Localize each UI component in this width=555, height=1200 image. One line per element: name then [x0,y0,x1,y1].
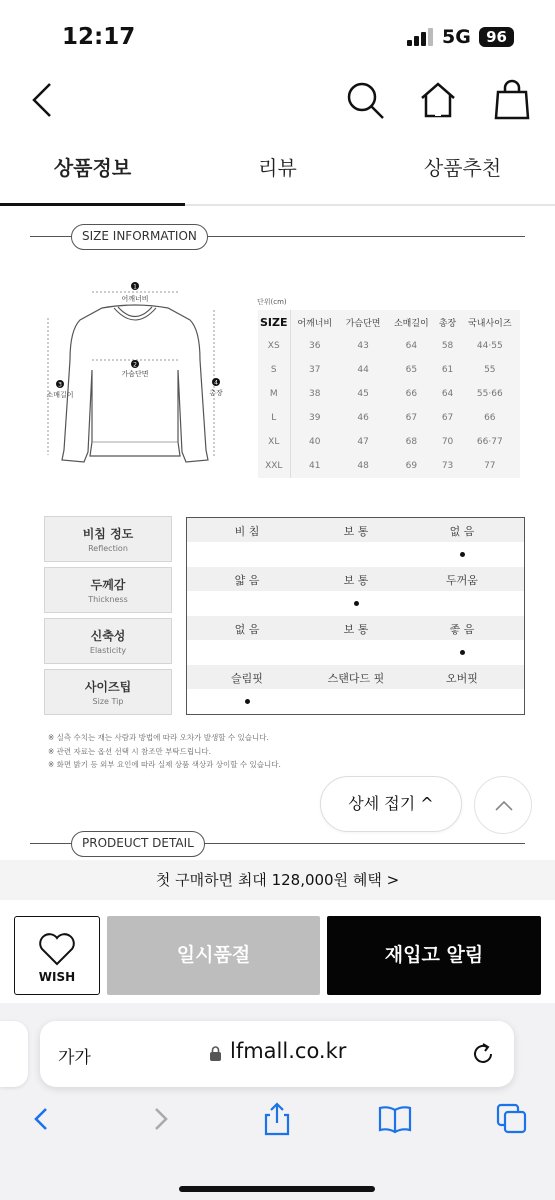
table-cell: XXL [258,454,290,478]
fit-option: 두꺼움 [446,574,478,587]
chest-column-header: 가슴단면 [345,318,381,329]
tabs-icon[interactable] [494,1101,530,1137]
diagram-sleeve-label: 소매길이 [46,391,74,399]
table-row [258,358,520,382]
table-row [258,382,520,406]
unit-label: 단위(cm) [257,298,287,306]
fit-option: 오버핏 [446,672,478,685]
size-info-title: SIZE INFORMATION [71,224,208,250]
table-cell: 41 [309,461,321,471]
fit-dot-row [187,591,524,616]
selection-dot [354,601,359,606]
diagram-chest-label: 가슴단면 [121,370,149,378]
diagram-sleeve-num: 3 [58,381,62,389]
browser-forward-icon[interactable] [144,1101,180,1137]
fit-dot-row [187,542,524,567]
url-text[interactable]: lfmall.co.kr [230,1039,347,1063]
table-cell: 47 [357,437,369,447]
table-cell: 67 [405,413,418,423]
table-cell: 44 [357,365,369,375]
diagram-shoulder-num: 1 [133,283,137,291]
table-cell: 38 [309,389,321,399]
table-cell: 46 [357,413,369,423]
table-cell: XS [258,334,290,358]
fit-label-size-tip: 사이즈팁 Size Tip [44,669,172,715]
fit-option: 슬림핏 [231,672,263,685]
table-row [258,406,520,430]
fit-option: 보 통 [343,574,369,587]
measurement-diagram [40,280,230,480]
product-detail-header [30,831,525,857]
scroll-top-button[interactable] [474,776,532,834]
selection-dot [460,552,465,557]
fit-grid [186,517,525,715]
size-info-header [30,224,525,250]
browser-back-icon[interactable] [24,1101,60,1137]
table-cell: 69 [405,461,418,471]
size-column-header: SIZE [258,310,290,334]
product-tabs [0,140,555,206]
collapse-detail-button[interactable]: 상세 접기 ^ [320,776,462,832]
signal-icon [407,28,433,46]
fit-dot-row [187,689,524,714]
address-bar[interactable] [40,1021,514,1087]
top-nav [0,70,555,134]
table-cell: 39 [309,413,321,423]
table-cell: 36 [309,341,321,351]
table-cell: 64 [405,341,418,351]
table-cell: 70 [441,437,454,447]
table-cell: 67 [441,413,454,423]
battery-icon: 96 [479,27,514,47]
table-row [258,334,520,358]
first-purchase-banner[interactable]: 첫 구매하면 최대 128,000원 혜택 > [0,860,555,900]
tab-review[interactable]: 리뷰 [258,156,297,180]
korean-size-column-header: 국내사이즈 [468,318,512,329]
fit-option: 좋 음 [449,623,475,636]
fit-option: 얇 음 [234,574,260,587]
browser-toolbar [0,1003,555,1200]
home-indicator [179,1186,375,1192]
table-cell: 44·55 [476,341,503,351]
fit-option: 스탠다드 핏 [327,672,385,685]
table-cell: 58 [441,341,454,351]
table-cell: 66 [405,389,418,399]
table-cell: 65 [405,365,418,375]
table-cell: 43 [357,341,369,351]
previous-tab-peek[interactable] [0,1021,28,1087]
table-row [258,454,520,478]
text-size-button[interactable]: 가가 [58,1048,91,1068]
diagram-chest-num: 2 [133,361,137,369]
selection-dot [460,650,465,655]
fit-option: 없 음 [449,525,475,538]
fit-option: 비 침 [234,525,260,538]
table-cell: 48 [357,461,369,471]
share-icon[interactable] [259,1101,295,1137]
home-icon[interactable] [416,78,460,122]
product-detail-title: PRODEUCT DETAIL [71,831,205,857]
status-bar [0,0,555,70]
table-cell: M [258,382,290,406]
table-cell: L [258,406,290,430]
shoulder-column-header: 어깨너비 [297,318,333,329]
disclaimer-notes [48,731,281,772]
table-cell: 68 [405,437,418,447]
size-table [258,310,520,478]
chevron-up-icon [475,777,533,835]
table-cell: 37 [309,365,321,375]
soldout-button[interactable]: 일시품절 [107,916,320,995]
note-line: ※ 화면 밝기 등 외부 요인에 따라 실제 상품 색상과 상이할 수 있습니다. [48,760,281,769]
diagram-length-label: 총장 [209,389,223,397]
fit-option: 보 통 [343,623,369,636]
fit-label-reflection: 비침 정도 Reflection [44,516,172,562]
search-icon[interactable] [343,78,387,122]
diagram-shoulder-label: 어깨너비 [121,295,149,303]
fit-options-row [187,518,524,542]
active-tab-indicator [0,203,185,206]
length-column-header: 총장 [438,318,457,329]
table-cell: 40 [309,437,321,447]
table-cell: 64 [441,389,454,399]
table-cell: 66·77 [476,437,503,447]
table-cell: 73 [441,461,454,471]
bookmarks-icon[interactable] [377,1101,413,1137]
reload-icon[interactable] [470,1041,496,1067]
restock-alert-button[interactable]: 재입고 알림 [327,916,541,995]
table-cell: S [258,358,290,382]
note-line: ※ 실측 수치는 재는 사람과 방법에 따라 오차가 발생할 수 있습니다. [48,733,269,742]
table-cell: 55 [484,365,496,375]
fit-label-elasticity: 신축성 Elasticity [44,618,172,664]
table-cell: 61 [441,365,454,375]
note-line: ※ 관련 자료는 옵션 선택 시 참조만 부탁드립니다. [48,746,212,756]
sleeve-column-header: 소매길이 [393,318,429,329]
cart-icon[interactable] [490,78,534,122]
table-cell: XL [258,430,290,454]
fit-dot-row [187,640,524,665]
table-cell: 66 [484,413,496,423]
network-type: 5G [442,26,471,48]
table-cell: 77 [484,461,496,471]
table-cell: 55·66 [476,389,503,399]
diagram-length-num: 4 [214,379,218,387]
fit-options-row [187,665,524,689]
tab-product-info[interactable]: 상품정보 [53,156,132,180]
tab-recommend[interactable]: 상품추천 [423,156,502,180]
fit-option: 없 음 [234,623,260,636]
back-icon[interactable] [22,78,66,122]
selection-dot [245,699,250,704]
heart-icon [37,931,77,967]
table-cell: 45 [357,389,369,399]
lock-icon [209,1045,222,1061]
fit-labels [44,516,172,720]
fit-option: 보 통 [343,525,369,538]
fit-options-row [187,616,524,640]
clock: 12:17 [62,24,136,50]
fit-label-thickness: 두께감 Thickness [44,567,172,613]
fit-options-row [187,567,524,591]
wish-label: WISH [38,970,76,984]
table-row [258,430,520,454]
wish-button[interactable] [14,916,100,995]
